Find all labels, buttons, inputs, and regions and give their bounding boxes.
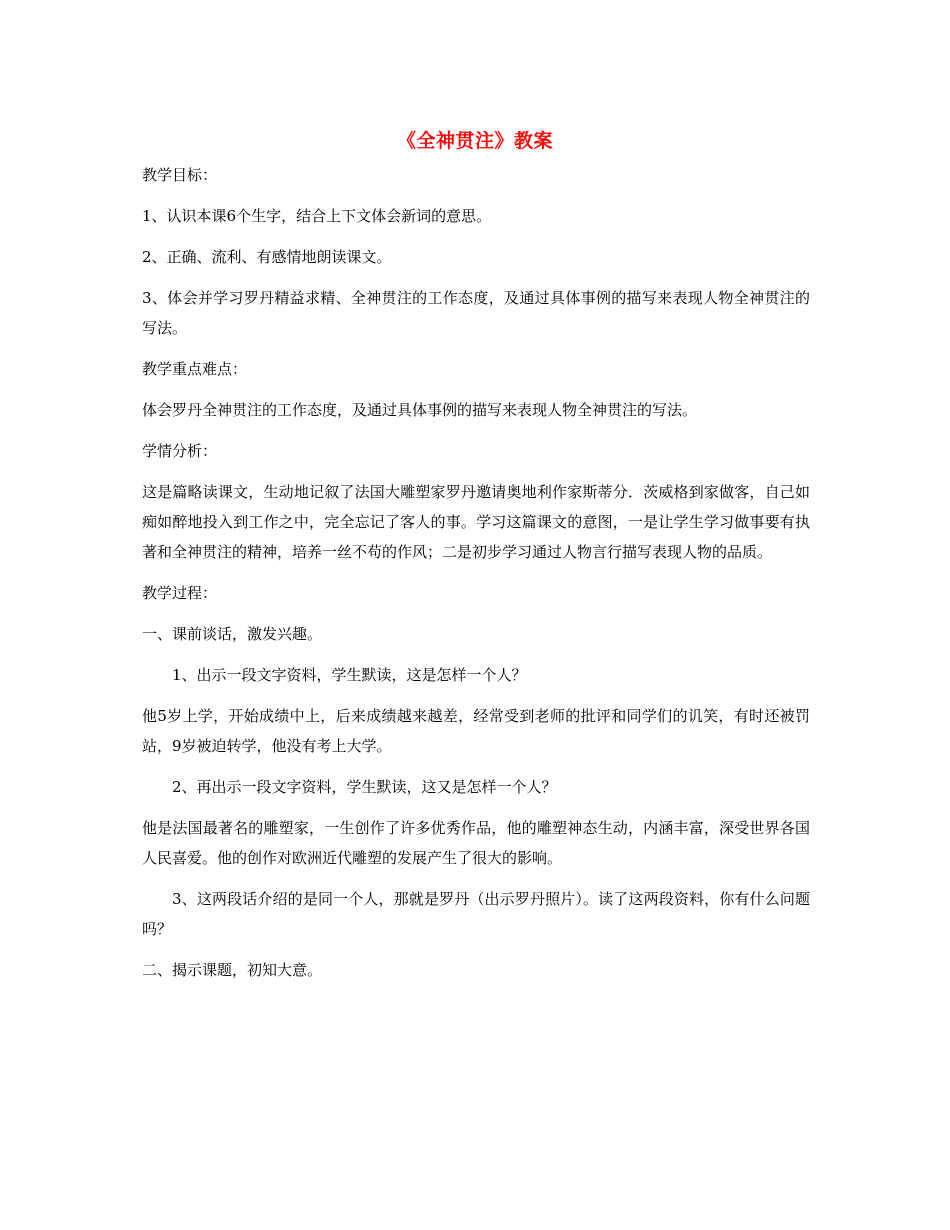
analysis-text: 这是篇略读课文，生动地记叙了法国大雕塑家罗丹邀请奥地利作家斯蒂分．茨威格到家做客，自己如痴如醉地投入到工作之中，完全忘记了客人的事。学习这篇课文的意图，一是让学生学习做事要有执著和全神贯注的精神，培养一丝不苟的作风；二是初步学习通过人物言行描写表现人物的品质。 xyxy=(142,483,810,561)
section-heading-objectives: 教学目标： xyxy=(142,166,218,184)
objective-item-1: 1、认识本课6个生字，结合上下文体会新词的意思。 xyxy=(142,207,492,225)
section-heading-key-points: 教学重点难点： xyxy=(142,360,248,378)
objective-item-2: 2、正确、流利、有感情地朗读课文。 xyxy=(142,248,392,266)
material-text-1: 他5岁上学，开始成绩中上，后来成绩越来越差，经常受到老师的批评和同学们的讥笑，有时还被罚站，9岁被迫转学，他没有考上大学。 xyxy=(142,707,810,755)
process-step-2-heading: 二、揭示课题，初知大意。 xyxy=(142,961,323,979)
material-text-2: 他是法国最著名的雕塑家，一生创作了许多优秀作品，他的雕塑神态生动，内涵丰富，深受世界各国人民喜爱。他的创作对欧洲近代雕塑的发展产生了很大的影响。 xyxy=(142,819,810,867)
document-title: 《全神贯注》教案 xyxy=(396,130,553,152)
key-points-text: 体会罗丹全神贯注的工作态度，及通过具体事例的描写来表现人物全神贯注的写法。 xyxy=(142,401,698,419)
process-step-1-heading: 一、课前谈话，激发兴趣。 xyxy=(142,625,323,643)
process-substep-3: 3、这两段话介绍的是同一个人，那就是罗丹（出示罗丹照片）。读了这两段资料，你有什么问题吗？ xyxy=(142,890,810,938)
process-substep-2: 2、再出示一段文字资料，学生默读，这又是怎样一个人？ xyxy=(172,778,557,796)
objective-item-3: 3、体会并学习罗丹精益求精、全神贯注的工作态度，及通过具体事例的描写来表现人物全神贯注的写法。 xyxy=(142,289,810,337)
process-substep-1: 1、出示一段文字资料，学生默读，这是怎样一个人？ xyxy=(172,666,527,684)
section-heading-process: 教学过程： xyxy=(142,584,218,602)
section-heading-analysis: 学情分析： xyxy=(142,442,218,460)
document-body xyxy=(142,160,810,996)
